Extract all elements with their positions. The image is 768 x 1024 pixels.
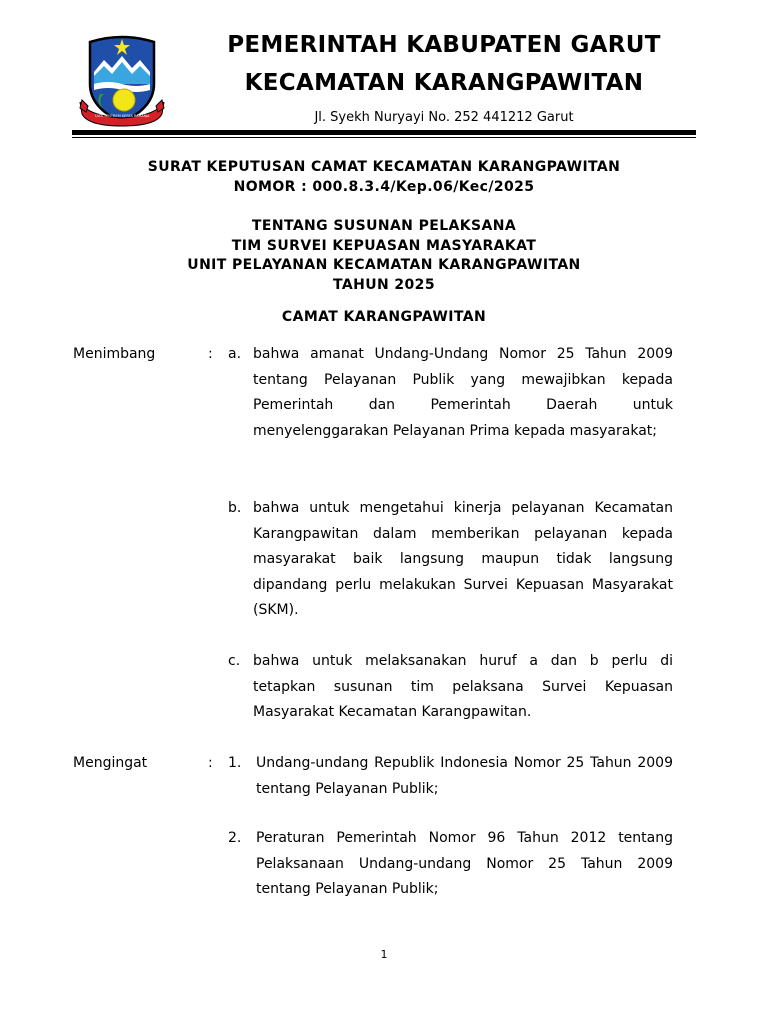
logo-motto: TATA TENTREM KERTA RAHARJA <box>94 114 150 118</box>
mengingat-item-mark: 2. <box>228 830 242 846</box>
menimbang-item-mark: a. <box>228 346 242 362</box>
menimbang-item-text: bahwa amanat Undang-Undang Nomor 25 Tahun 2009 tentang Pelayanan Publik yang mewajibkan kepada Pemerintah dan Pemerintah Daerah untuk menyelenggarakan Pelayanan Prima kepada masyarakat; <box>253 346 673 439</box>
menimbang-label: Menimbang <box>73 346 156 362</box>
decree-about-line: TENTANG SUSUNAN PELAKSANA <box>251 218 517 234</box>
header-government-name: PEMERINTAH KABUPATEN GARUT <box>227 32 661 58</box>
header-address: Jl. Syekh Nuryayi No. 252 441212 Garut <box>314 110 574 125</box>
mengingat-item-text: Peraturan Pemerintah Nomor 96 Tahun 2012 tentang Pelaksanaan Undang-undang Nomor 25 Tahun 2009 tentang Pelayanan Publik; <box>256 830 673 897</box>
menimbang-item-text: bahwa untuk melaksanakan huruf a dan b perlu di tetapkan susunan tim pelaksana Survei Kepuasan Masyarakat Kecamatan Karangpawitan. <box>253 653 673 720</box>
header-district-name: KECAMATAN KARANGPAWITAN <box>244 70 644 96</box>
mengingat-item-text: Undang-undang Republik Indonesia Nomor 25 Tahun 2009 tentang Pelayanan Publik; <box>256 755 673 797</box>
header-divider-thick <box>72 130 696 135</box>
header-divider-thin <box>72 137 696 138</box>
garut-coat-of-arms-logo <box>78 32 166 128</box>
menimbang-item-mark: c. <box>228 653 241 669</box>
mengingat-label: Mengingat <box>73 755 148 771</box>
menimbang-colon: : <box>208 346 213 362</box>
mengingat-colon: : <box>208 755 213 771</box>
page-number: 1 <box>380 948 388 961</box>
mengingat-item-mark: 1. <box>228 755 242 771</box>
decree-about-line: TAHUN 2025 <box>333 277 435 293</box>
decree-title: SURAT KEPUTUSAN CAMAT KECAMATAN KARANGPAWITAN <box>147 159 621 175</box>
menimbang-item-mark: b. <box>228 500 242 516</box>
decree-about-line: TIM SURVEI KEPUASAN MASYARAKAT <box>231 238 537 254</box>
decree-official: CAMAT KARANGPAWITAN <box>281 309 487 325</box>
decree-about-line: UNIT PELAYANAN KECAMATAN KARANGPAWITAN <box>187 257 581 273</box>
menimbang-item-text: bahwa untuk mengetahui kinerja pelayanan Kecamatan Karangpawitan dalam memberikan pelayanan kepada masyarakat baik langsung maupun tidak langsung dipandang perlu melakukan Survei Kepuasan Masyarakat (SKM). <box>253 500 673 618</box>
decree-number: NOMOR : 000.8.3.4/Kep.06/Kec/2025 <box>233 179 535 195</box>
